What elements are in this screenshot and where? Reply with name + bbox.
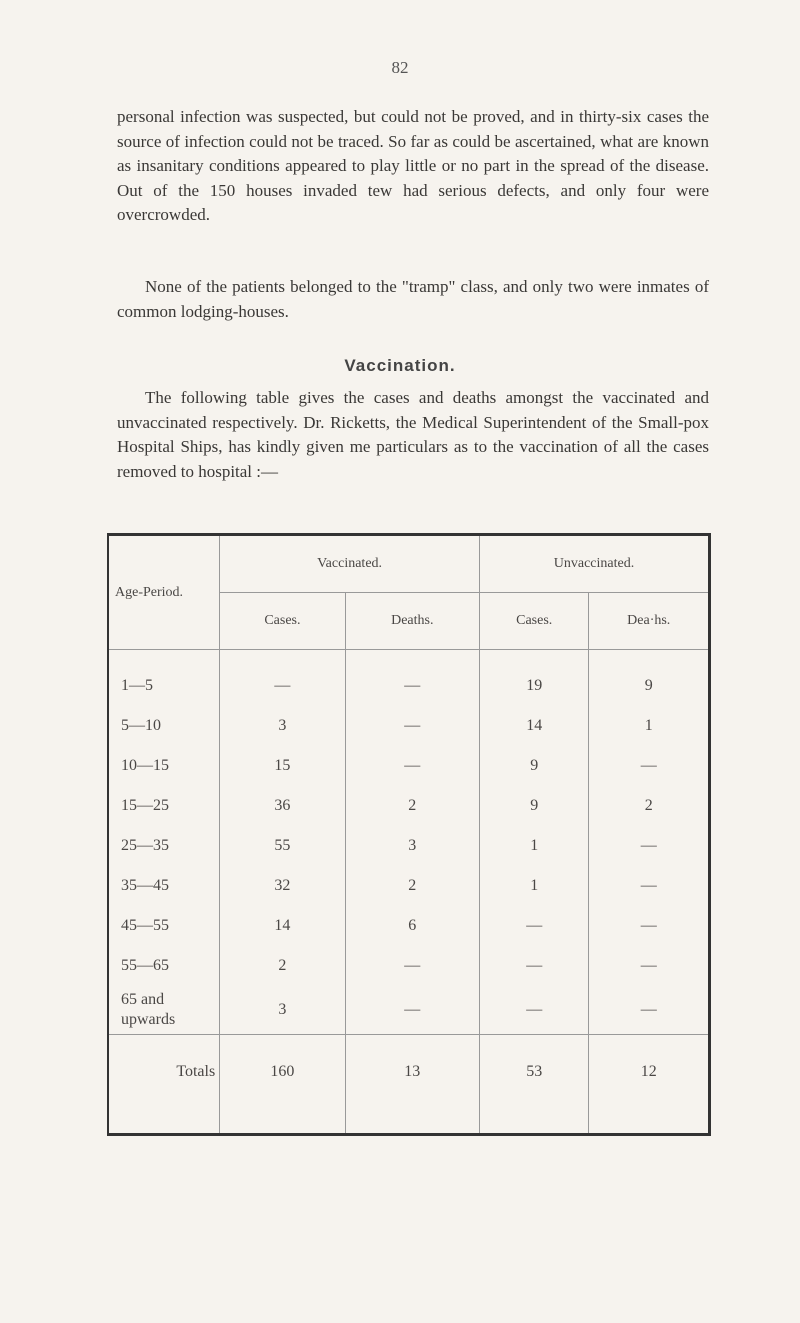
unvaccinated-cases-cell: — — [479, 906, 589, 946]
vaccinated-cases-cell: 32 — [220, 866, 345, 906]
unvaccinated-cases-cell: — — [479, 986, 589, 1035]
table-row — [108, 986, 710, 1035]
age-period-cell: 45—55 — [108, 906, 220, 946]
header-unvaccinated-cases: Cases. — [479, 593, 589, 650]
header-unvaccinated: Unvaccinated. — [479, 535, 709, 593]
unvaccinated-cases-cell: 1 — [479, 826, 589, 866]
unvaccinated-cases-cell: 9 — [479, 786, 589, 826]
age-period-cell: 65 and upwards — [108, 986, 220, 1035]
totals-row — [108, 1035, 710, 1135]
vaccination-table — [107, 533, 711, 1136]
unvaccinated-deaths-cell: — — [589, 986, 710, 1035]
vaccinated-cases-cell: 14 — [220, 906, 345, 946]
total-vaccinated-cases: 160 — [220, 1035, 345, 1135]
vaccinated-cases-cell: 3 — [220, 986, 345, 1035]
age-period-cell: 55—65 — [108, 946, 220, 986]
unvaccinated-deaths-cell: — — [589, 866, 710, 906]
age-period-cell: 35—45 — [108, 866, 220, 906]
total-vaccinated-deaths: 13 — [345, 1035, 479, 1135]
total-unvaccinated-cases: 53 — [479, 1035, 589, 1135]
age-period-cell: 15—25 — [108, 786, 220, 826]
unvaccinated-cases-cell: 19 — [479, 666, 589, 706]
unvaccinated-deaths-cell: — — [589, 826, 710, 866]
total-unvaccinated-deaths: 12 — [589, 1035, 710, 1135]
vaccinated-cases-cell: 55 — [220, 826, 345, 866]
table-row — [108, 866, 710, 906]
table-row — [108, 906, 710, 946]
header-vaccinated-cases: Cases. — [220, 593, 345, 650]
unvaccinated-cases-cell: 14 — [479, 706, 589, 746]
vaccinated-deaths-cell: — — [345, 746, 479, 786]
table-row — [108, 826, 710, 866]
vaccinated-cases-cell: 2 — [220, 946, 345, 986]
unvaccinated-deaths-cell: 2 — [589, 786, 710, 826]
vaccinated-deaths-cell: 2 — [345, 786, 479, 826]
table-row — [108, 706, 710, 746]
vaccinated-cases-cell: 3 — [220, 706, 345, 746]
age-period-cell: 10—15 — [108, 746, 220, 786]
vaccinated-cases-cell: — — [220, 666, 345, 706]
vaccinated-deaths-cell: — — [345, 666, 479, 706]
paragraph-table-intro: The following table gives the cases and deaths amongst the vaccinated and unvaccinated respectively. Dr. Ricketts, the Medical Superintendent of the Small-pox Hospital Ships, has kindly given me particulars as to the vaccination of all the cases removed to hospital :— — [117, 388, 709, 481]
vaccinated-deaths-cell: — — [345, 986, 479, 1035]
vaccinated-deaths-cell: — — [345, 706, 479, 746]
unvaccinated-deaths-cell: — — [589, 946, 710, 986]
unvaccinated-cases-cell: — — [479, 946, 589, 986]
table-row — [108, 666, 710, 706]
table-row — [108, 946, 710, 986]
paragraph-tramp: None of the patients belonged to the "tramp" class, and only two were inmates of common lodging-houses. — [117, 277, 709, 321]
unvaccinated-cases-cell: 1 — [479, 866, 589, 906]
vaccinated-deaths-cell: — — [345, 946, 479, 986]
unvaccinated-deaths-cell: 9 — [589, 666, 710, 706]
section-heading: Vaccination. — [344, 356, 456, 375]
age-period-cell: 25—35 — [108, 826, 220, 866]
vaccinated-deaths-cell: 2 — [345, 866, 479, 906]
page-number: 82 — [391, 58, 409, 77]
age-period-cell: 5—10 — [108, 706, 220, 746]
unvaccinated-cases-cell: 9 — [479, 746, 589, 786]
paragraph-infection: personal infection was suspected, but could not be proved, and in thirty-six cases the source of infection could not be traced. So far as could be ascertained, what are known as insanitary conditions appeared to play little or no part in the spread of the disease. Out of the 150 houses invaded tew had serious defects, and only four were overcrowded. — [117, 107, 709, 224]
totals-label: Totals — [108, 1035, 220, 1135]
table-row — [108, 786, 710, 826]
vaccinated-cases-cell: 15 — [220, 746, 345, 786]
header-age-period: Age-Period. — [108, 535, 220, 650]
age-period-cell: 1—5 — [108, 666, 220, 706]
vaccinated-cases-cell: 36 — [220, 786, 345, 826]
vaccinated-deaths-cell: 6 — [345, 906, 479, 946]
table-row — [108, 746, 710, 786]
header-vaccinated-deaths: Deaths. — [345, 593, 479, 650]
unvaccinated-deaths-cell: — — [589, 746, 710, 786]
vaccinated-deaths-cell: 3 — [345, 826, 479, 866]
unvaccinated-deaths-cell: 1 — [589, 706, 710, 746]
header-unvaccinated-deaths: Dea·hs. — [589, 593, 710, 650]
header-vaccinated: Vaccinated. — [220, 535, 480, 593]
unvaccinated-deaths-cell: — — [589, 906, 710, 946]
